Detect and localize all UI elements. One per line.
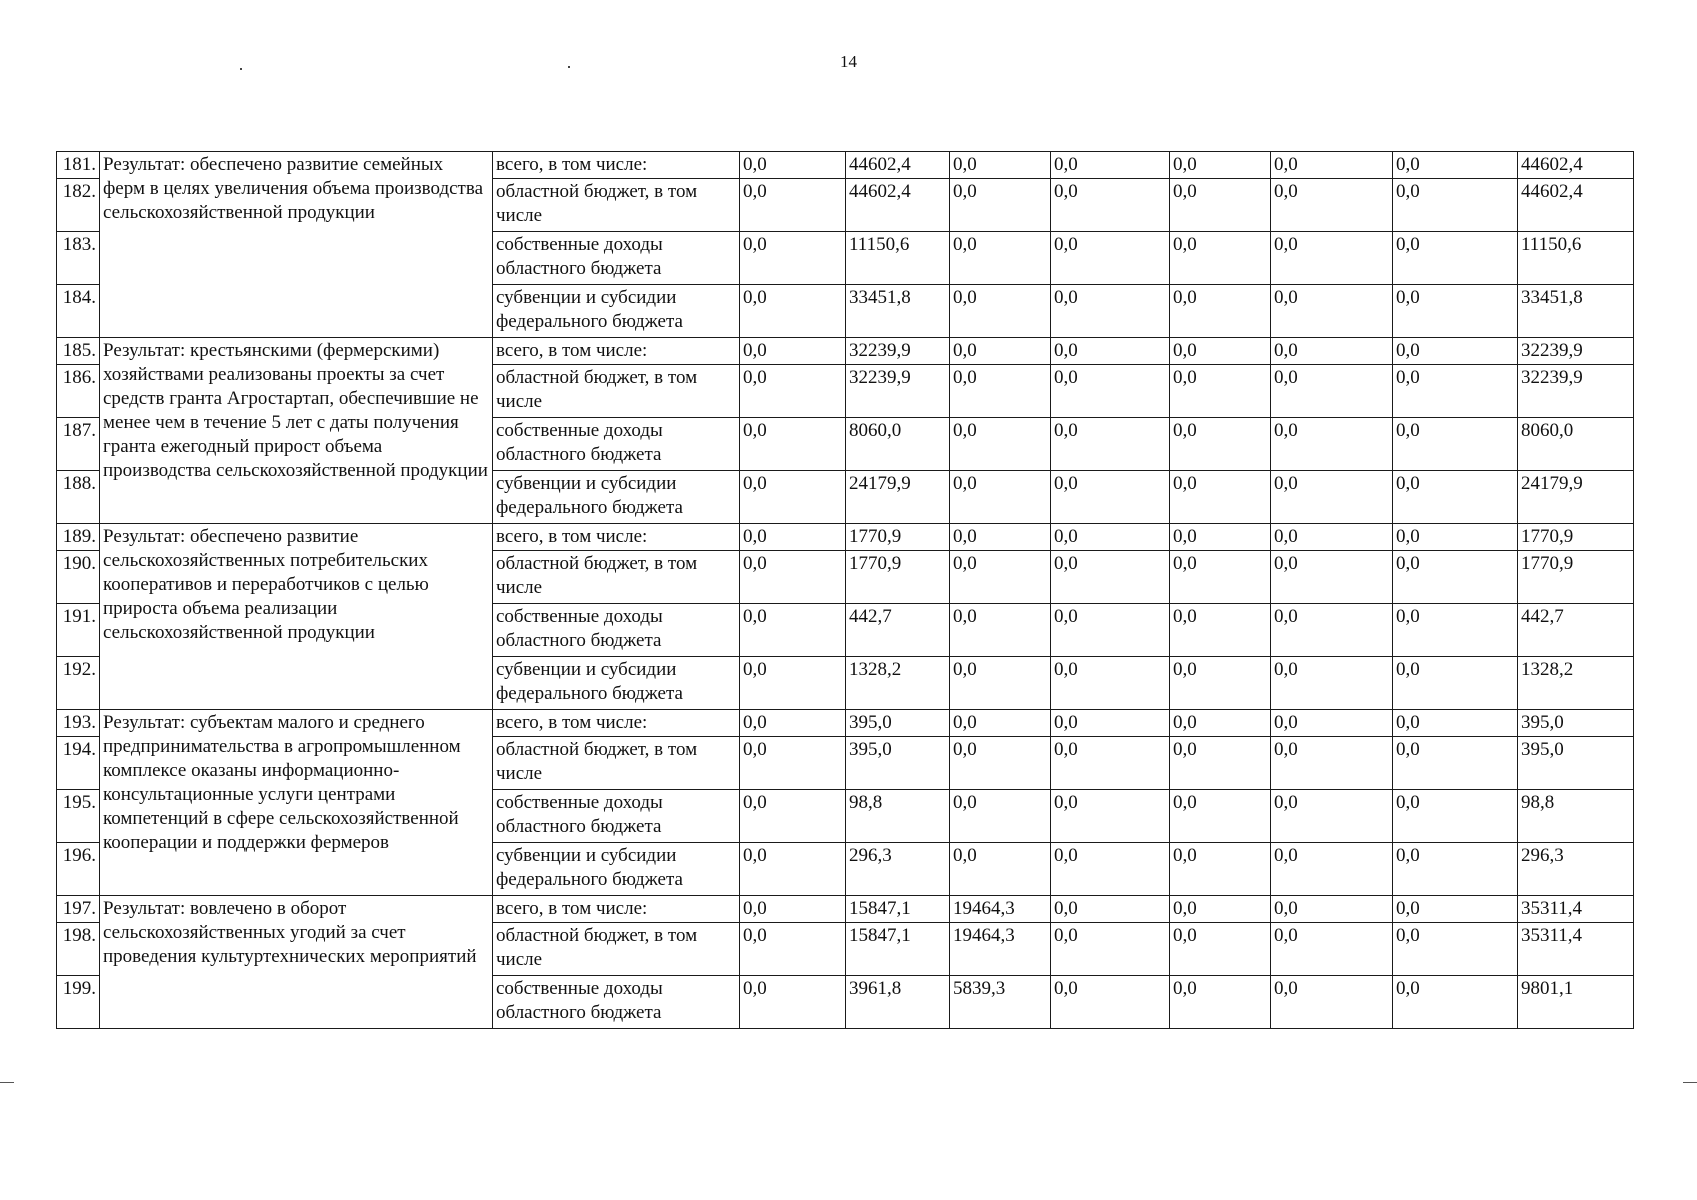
amount-value: 0,0 [1393,179,1518,232]
amount-value: 0,0 [1170,710,1271,737]
amount-value: 0,0 [1393,657,1518,710]
table-row [57,710,1634,737]
amount-value: 0,0 [1393,790,1518,843]
funding-source: всего, в том числе: [493,338,740,365]
amount-value: 33451,8 [846,285,950,338]
amount-value: 0,0 [1393,604,1518,657]
amount-value: 0,0 [1051,179,1170,232]
amount-value: 0,0 [1393,710,1518,737]
amount-value: 0,0 [1170,843,1271,896]
total-value: 98,8 [1518,790,1634,843]
amount-value: 0,0 [1051,896,1170,923]
row-number: 195. [57,790,100,843]
amount-value: 0,0 [1170,976,1271,1029]
total-value: 11150,6 [1518,232,1634,285]
amount-value: 442,7 [846,604,950,657]
amount-value: 0,0 [950,710,1051,737]
amount-value: 0,0 [950,657,1051,710]
amount-value: 0,0 [740,338,846,365]
funding-source: собственные доходы областного бюджета [493,604,740,657]
amount-value: 0,0 [1393,843,1518,896]
row-number: 186. [57,365,100,418]
total-value: 1770,9 [1518,551,1634,604]
amount-value: 0,0 [1271,976,1393,1029]
row-number: 199. [57,976,100,1029]
amount-value: 0,0 [1271,179,1393,232]
amount-value: 0,0 [1051,790,1170,843]
total-value: 33451,8 [1518,285,1634,338]
amount-value: 0,0 [1051,737,1170,790]
amount-value: 0,0 [950,843,1051,896]
amount-value: 0,0 [1271,843,1393,896]
amount-value: 0,0 [740,843,846,896]
total-value: 442,7 [1518,604,1634,657]
amount-value: 15847,1 [846,923,950,976]
funding-source: собственные доходы областного бюджета [493,232,740,285]
row-number: 189. [57,524,100,551]
amount-value: 0,0 [1051,232,1170,285]
row-number: 185. [57,338,100,365]
amount-value: 0,0 [1051,338,1170,365]
total-value: 44602,4 [1518,179,1634,232]
amount-value: 19464,3 [950,896,1051,923]
amount-value: 0,0 [740,152,846,179]
amount-value: 0,0 [1170,338,1271,365]
amount-value: 0,0 [740,790,846,843]
table-row [57,338,1634,365]
amount-value: 15847,1 [846,896,950,923]
funding-source: собственные доходы областного бюджета [493,976,740,1029]
amount-value: 0,0 [1271,551,1393,604]
total-value: 395,0 [1518,737,1634,790]
funding-source: всего, в том числе: [493,896,740,923]
table-row [57,896,1634,923]
total-value: 1770,9 [1518,524,1634,551]
amount-value: 0,0 [1051,710,1170,737]
amount-value: 1770,9 [846,551,950,604]
funding-source: областной бюджет, в том числе [493,737,740,790]
scan-edge-mark [0,1082,14,1083]
amount-value: 0,0 [1051,923,1170,976]
amount-value: 0,0 [950,179,1051,232]
amount-value: 0,0 [1271,152,1393,179]
amount-value: 0,0 [740,365,846,418]
amount-value: 0,0 [740,710,846,737]
page-number: 14 [840,52,857,71]
amount-value: 0,0 [740,976,846,1029]
row-number: 193. [57,710,100,737]
funding-source: областной бюджет, в том числе [493,179,740,232]
amount-value: 0,0 [950,232,1051,285]
amount-value: 0,0 [1170,232,1271,285]
amount-value: 0,0 [1051,976,1170,1029]
amount-value: 0,0 [1271,285,1393,338]
amount-value: 0,0 [1170,657,1271,710]
amount-value: 0,0 [1271,896,1393,923]
scan-speck [568,66,570,68]
amount-value: 0,0 [1393,896,1518,923]
amount-value: 0,0 [1393,232,1518,285]
amount-value: 0,0 [1051,418,1170,471]
amount-value: 0,0 [740,418,846,471]
funding-source: субвенции и субсидии федерального бюджета [493,657,740,710]
row-number: 197. [57,896,100,923]
amount-value: 0,0 [950,551,1051,604]
row-number: 184. [57,285,100,338]
result-description: Результат: обеспечено развитие семейных ферм в целях увеличения объема производства сельскохозяйственной продукции [100,152,493,338]
amount-value: 0,0 [1170,923,1271,976]
amount-value: 0,0 [1170,737,1271,790]
row-number: 190. [57,551,100,604]
amount-value: 296,3 [846,843,950,896]
funding-source: областной бюджет, в том числе [493,551,740,604]
amount-value: 0,0 [740,896,846,923]
amount-value: 0,0 [1170,418,1271,471]
amount-value: 0,0 [1271,710,1393,737]
row-number: 188. [57,471,100,524]
amount-value: 0,0 [1051,843,1170,896]
funding-source: субвенции и субсидии федерального бюджета [493,843,740,896]
total-value: 35311,4 [1518,896,1634,923]
amount-value: 0,0 [950,152,1051,179]
amount-value: 395,0 [846,710,950,737]
amount-value: 3961,8 [846,976,950,1029]
amount-value: 0,0 [1393,923,1518,976]
amount-value: 0,0 [740,923,846,976]
amount-value: 0,0 [1271,790,1393,843]
amount-value: 32239,9 [846,338,950,365]
funding-source: областной бюджет, в том числе [493,923,740,976]
total-value: 44602,4 [1518,152,1634,179]
amount-value: 0,0 [1393,418,1518,471]
amount-value: 0,0 [950,524,1051,551]
amount-value: 0,0 [1271,365,1393,418]
row-number: 181. [57,152,100,179]
row-number: 191. [57,604,100,657]
amount-value: 0,0 [1170,790,1271,843]
amount-value: 0,0 [1271,923,1393,976]
amount-value: 44602,4 [846,179,950,232]
total-value: 296,3 [1518,843,1634,896]
budget-table [56,151,1634,1029]
amount-value: 0,0 [1170,551,1271,604]
amount-value: 0,0 [1393,976,1518,1029]
amount-value: 0,0 [1170,896,1271,923]
scan-edge-mark [1683,1082,1697,1083]
table-row [57,524,1634,551]
amount-value: 395,0 [846,737,950,790]
result-description: Результат: вовлечено в оборот сельскохозяйственных угодий за счет проведения культуртехнических мероприятий [100,896,493,1029]
amount-value: 0,0 [740,604,846,657]
amount-value: 1770,9 [846,524,950,551]
amount-value: 0,0 [1271,418,1393,471]
funding-source: собственные доходы областного бюджета [493,418,740,471]
amount-value: 0,0 [1393,737,1518,790]
amount-value: 0,0 [1051,657,1170,710]
amount-value: 0,0 [740,232,846,285]
result-description: Результат: обеспечено развитие сельскохозяйственных потребительских кооперативов и переработчиков с целью прироста объема реализации сельскохозяйственной продукции [100,524,493,710]
funding-source: всего, в том числе: [493,710,740,737]
amount-value: 32239,9 [846,365,950,418]
amount-value: 0,0 [740,471,846,524]
amount-value: 0,0 [740,551,846,604]
amount-value: 0,0 [740,285,846,338]
amount-value: 0,0 [950,790,1051,843]
row-number: 182. [57,179,100,232]
amount-value: 0,0 [1051,285,1170,338]
amount-value: 0,0 [1271,232,1393,285]
amount-value: 0,0 [1051,551,1170,604]
amount-value: 0,0 [1170,365,1271,418]
amount-value: 0,0 [950,737,1051,790]
amount-value: 0,0 [740,179,846,232]
funding-source: собственные доходы областного бюджета [493,790,740,843]
amount-value: 0,0 [1393,152,1518,179]
funding-source: областной бюджет, в том числе [493,365,740,418]
funding-source: всего, в том числе: [493,524,740,551]
funding-source: субвенции и субсидии федерального бюджета [493,471,740,524]
row-number: 183. [57,232,100,285]
amount-value: 0,0 [1170,152,1271,179]
amount-value: 0,0 [1170,471,1271,524]
result-description: Результат: субъектам малого и среднего предпринимательства в агропромышленном комплексе оказаны информационно-консультационные услуги центрами компетенций в сфере сельскохозяйственной кооперации и поддержки фермеров [100,710,493,896]
amount-value: 0,0 [1271,524,1393,551]
row-number: 192. [57,657,100,710]
row-number: 187. [57,418,100,471]
total-value: 8060,0 [1518,418,1634,471]
amount-value: 0,0 [1393,524,1518,551]
funding-source: субвенции и субсидии федерального бюджета [493,285,740,338]
amount-value: 0,0 [1271,657,1393,710]
amount-value: 0,0 [1271,604,1393,657]
amount-value: 0,0 [1051,365,1170,418]
amount-value: 0,0 [950,418,1051,471]
amount-value: 0,0 [1051,471,1170,524]
row-number: 198. [57,923,100,976]
amount-value: 19464,3 [950,923,1051,976]
amount-value: 0,0 [950,338,1051,365]
amount-value: 0,0 [740,524,846,551]
amount-value: 0,0 [1271,737,1393,790]
amount-value: 0,0 [1393,365,1518,418]
total-value: 32239,9 [1518,338,1634,365]
amount-value: 5839,3 [950,976,1051,1029]
amount-value: 0,0 [950,604,1051,657]
amount-value: 0,0 [1393,551,1518,604]
row-number: 194. [57,737,100,790]
amount-value: 0,0 [950,471,1051,524]
amount-value: 11150,6 [846,232,950,285]
amount-value: 0,0 [1170,179,1271,232]
amount-value: 0,0 [950,285,1051,338]
amount-value: 44602,4 [846,152,950,179]
total-value: 395,0 [1518,710,1634,737]
table-row [57,152,1634,179]
total-value: 32239,9 [1518,365,1634,418]
amount-value: 0,0 [1170,604,1271,657]
amount-value: 0,0 [1051,604,1170,657]
total-value: 9801,1 [1518,976,1634,1029]
amount-value: 24179,9 [846,471,950,524]
amount-value: 0,0 [740,737,846,790]
budget-table-body [57,152,1634,1029]
amount-value: 0,0 [1393,338,1518,365]
amount-value: 0,0 [1271,338,1393,365]
amount-value: 0,0 [950,365,1051,418]
funding-source: всего, в том числе: [493,152,740,179]
amount-value: 0,0 [1271,471,1393,524]
result-description: Результат: крестьянскими (фермерскими) хозяйствами реализованы проекты за счет средств гранта Агростартап, обеспечившие не менее чем в течение 5 лет с даты получения гранта ежегодный прирост объема производства сельскохозяйственной продукции [100,338,493,524]
amount-value: 0,0 [1051,152,1170,179]
amount-value: 1328,2 [846,657,950,710]
total-value: 35311,4 [1518,923,1634,976]
amount-value: 8060,0 [846,418,950,471]
amount-value: 0,0 [1393,471,1518,524]
amount-value: 0,0 [740,657,846,710]
row-number: 196. [57,843,100,896]
amount-value: 98,8 [846,790,950,843]
amount-value: 0,0 [1393,285,1518,338]
amount-value: 0,0 [1051,524,1170,551]
total-value: 1328,2 [1518,657,1634,710]
amount-value: 0,0 [1170,285,1271,338]
amount-value: 0,0 [1170,524,1271,551]
scan-speck [240,68,242,70]
total-value: 24179,9 [1518,471,1634,524]
